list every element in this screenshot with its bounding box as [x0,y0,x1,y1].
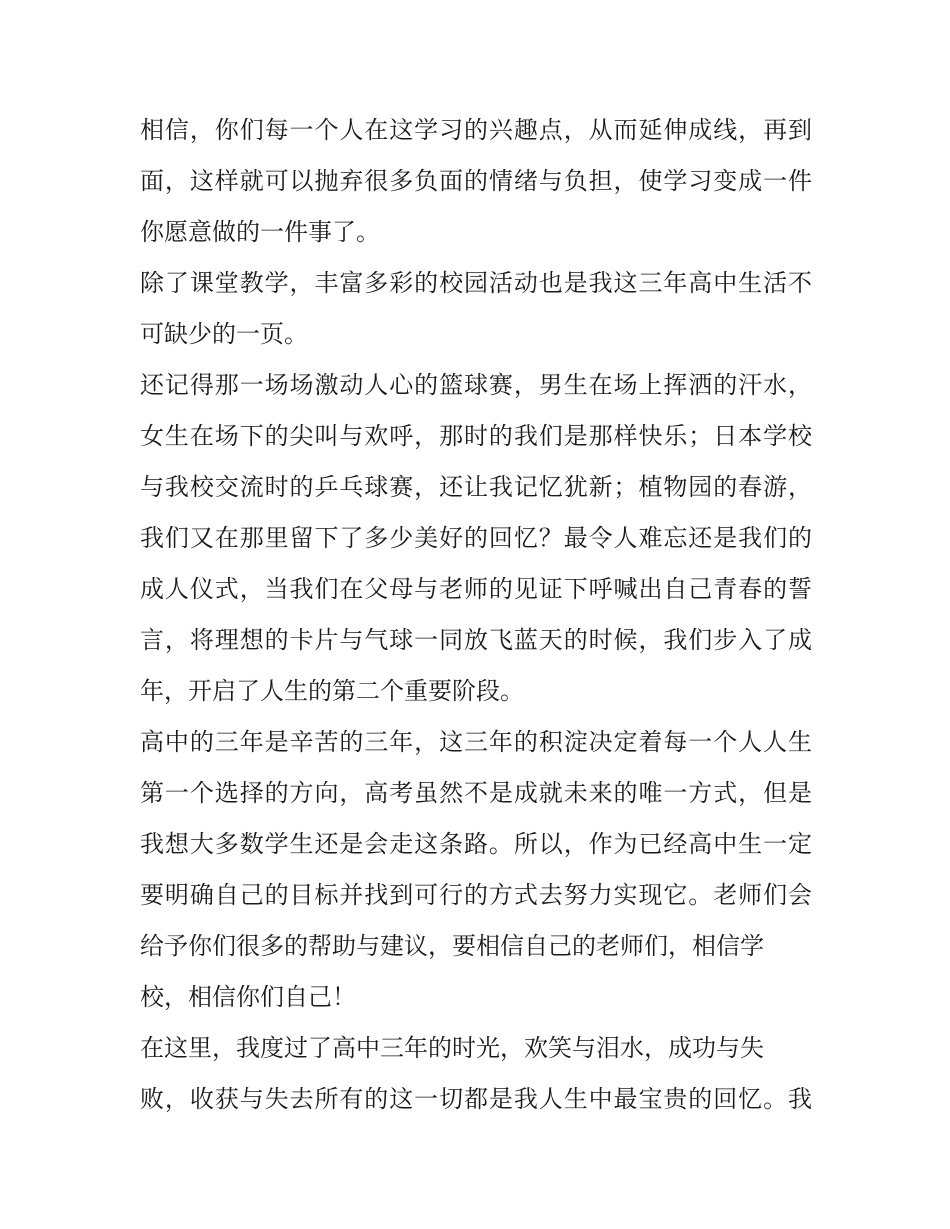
text-line: 校，相信你们自己！ [140,983,356,1011]
text-line: 相信，你们每一个人在这学习的兴趣点，从而延伸成线，再到 [140,116,812,144]
text-line: 我们又在那里留下了多少美好的回忆？最令人难忘还是我们的 [140,524,812,552]
text-line: 与我校交流时的乒乓球赛，还让我记忆犹新；植物园的春游， [140,473,812,501]
text-line: 第一个选择的方向，高考虽然不是成就未来的唯一方式，但是 [140,779,812,807]
text-line: 女生在场下的尖叫与欢呼，那时的我们是那样快乐；日本学校 [140,422,812,450]
text-line: 我想大多数学生还是会走这条路。所以，作为已经高中生一定 [140,830,812,858]
text-line: 年，开启了人生的第二个重要阶段。 [140,677,524,705]
text-line: 除了课堂教学，丰富多彩的校园活动也是我这三年高中生活不 [140,269,812,297]
text-line: 还记得那一场场激动人心的篮球赛，男生在场上挥洒的汗水， [140,371,812,399]
text-line: 给予你们很多的帮助与建议，要相信自己的老师们，相信学 [140,932,764,960]
text-line: 要明确自己的目标并找到可行的方式去努力实现它。老师们会 [140,881,812,909]
text-line: 败，收获与失去所有的这一切都是我人生中最宝贵的回忆。我 [140,1085,812,1113]
text-line: 高中的三年是辛苦的三年，这三年的积淀决定着每一个人人生 [140,728,812,756]
text-line: 面，这样就可以抛弃很多负面的情绪与负担，使学习变成一件 [140,167,812,195]
document-body [140,105,812,1125]
text-line: 在这里，我度过了高中三年的时光，欢笑与泪水，成功与失 [140,1034,764,1062]
text-line: 言，将理想的卡片与气球一同放飞蓝天的时候，我们步入了成 [140,626,812,654]
text-line: 你愿意做的一件事了。 [140,218,380,246]
text-line: 成人仪式，当我们在父母与老师的见证下呼喊出自己青春的誓 [140,575,812,603]
text-line: 可缺少的一页。 [140,320,308,348]
